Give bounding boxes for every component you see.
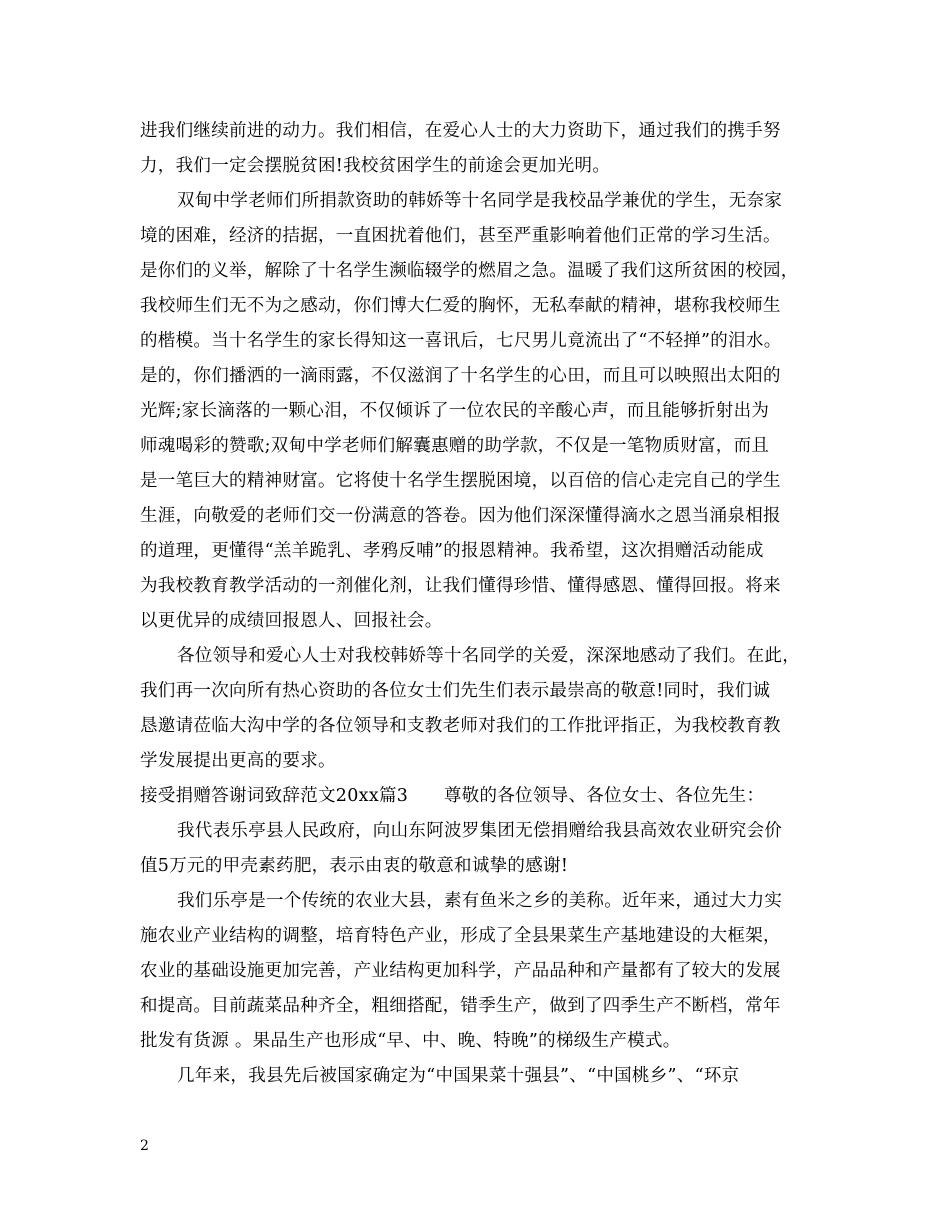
text-line: 师魂喝彩的赞歌;双甸中学老师们解囊惠赠的助学款，不仅是一笔物质财富，而且 bbox=[140, 436, 770, 456]
text-line: 批发有货源 。果品生产也形成“早、中、晚、特晚”的梯级生产模式。 bbox=[140, 1031, 681, 1051]
text-line: 光辉;家长滴落的一颗心泪，不仅倾诉了一位农民的辛酸心声，而且能够折射出为 bbox=[140, 401, 770, 421]
text-line: 农业的基础设施更加完善，产业结构更加科学，产品品种和产量都有了较大的发展 bbox=[140, 961, 781, 981]
text-line: 是你们的义举，解除了十名学生濒临辍学的燃眉之急。温暖了我们这所贫困的校园， bbox=[140, 261, 799, 281]
text-line: 是的，你们播洒的一滴雨露，不仅滋润了十名学生的心田，而且可以映照出太阳的 bbox=[140, 366, 781, 386]
text-line: 和提高。目前蔬菜品种齐全，粗细搭配，错季生产，做到了四季生产不断档，常年 bbox=[140, 996, 781, 1016]
paragraph-start-line: 双甸中学老师们所捐款资助的韩娇等十名同学是我校品学兼优的学生，无奈家 bbox=[177, 191, 783, 211]
text-line: 为我校教育教学活动的一剂催化剂，让我们懂得珍惜、懂得感恩、懂得回报。将来 bbox=[140, 576, 781, 596]
text-line: 我们再一次向所有热心资助的各位女士们先生们表示最崇高的敬意!同时，我们诚 bbox=[140, 681, 771, 701]
section-heading-line: 接受捐赠答谢词致辞范文20xx篇3 尊敬的各位领导、各位女士、各位先生： bbox=[140, 786, 765, 806]
text-line: 的道理，更懂得“羔羊跪乳、孝鸦反哺”的报恩精神。我希望，这次捐赠活动能成 bbox=[140, 541, 764, 561]
text-line: 以更优异的成绩回报恩人、回报社会。 bbox=[140, 611, 443, 631]
text-line: 施农业产业结构的调整，培育特色产业，形成了全县果菜生产基地建设的大框架， bbox=[140, 926, 781, 946]
text-line: 进我们继续前进的动力。我们相信，在爱心人士的大力资助下，通过我们的携手努 bbox=[140, 121, 781, 141]
page-number: 2 bbox=[140, 1138, 149, 1154]
paragraph-start-line: 我代表乐亭县人民政府，向山东阿波罗集团无偿捐赠给我县高效农业研究会价 bbox=[177, 821, 783, 841]
text-line: 力，我们一定会摆脱贫困!我校贫困学生的前途会更加光明。 bbox=[140, 156, 611, 176]
text-line: 境的困难，经济的拮据，一直困扰着他们，甚至严重影响着他们正常的学习生活。 bbox=[140, 226, 781, 246]
paragraph-start-line: 几年来，我县先后被国家确定为“中国果菜十强县”、“中国桃乡”、“环京 bbox=[177, 1066, 740, 1086]
text-line: 是一笔巨大的精神财富。它将使十名学生摆脱困境，以百倍的信心走完自己的学生 bbox=[140, 471, 781, 491]
paragraph-start-line: 我们乐亭是一个传统的农业大县，素有鱼米之乡的美称。近年来，通过大力实 bbox=[177, 891, 783, 911]
text-line: 我校师生们无不为之感动，你们博大仁爱的胸怀，无私奉献的精神，堪称我校师生 bbox=[140, 296, 781, 316]
text-line: 恳邀请莅临大沟中学的各位领导和支教老师对我们的工作批评指正，为我校教育教 bbox=[140, 716, 781, 736]
text-line: 生涯，向敬爱的老师们交一份满意的答卷。因为他们深深懂得滴水之恩当涌泉相报 bbox=[140, 506, 781, 526]
text-line: 值5万元的甲壳素药肥，表示由衷的敬意和诚挚的感谢! bbox=[140, 856, 569, 876]
text-line: 的楷模。当十名学生的家长得知这一喜讯后，七尺男儿竟流出了“不轻掸”的泪水。 bbox=[140, 331, 782, 351]
paragraph-start-line: 各位领导和爱心人士对我校韩娇等十名同学的关爱，深深地感动了我们。在此， bbox=[177, 646, 800, 666]
text-line: 学发展提出更高的要求。 bbox=[140, 751, 336, 771]
